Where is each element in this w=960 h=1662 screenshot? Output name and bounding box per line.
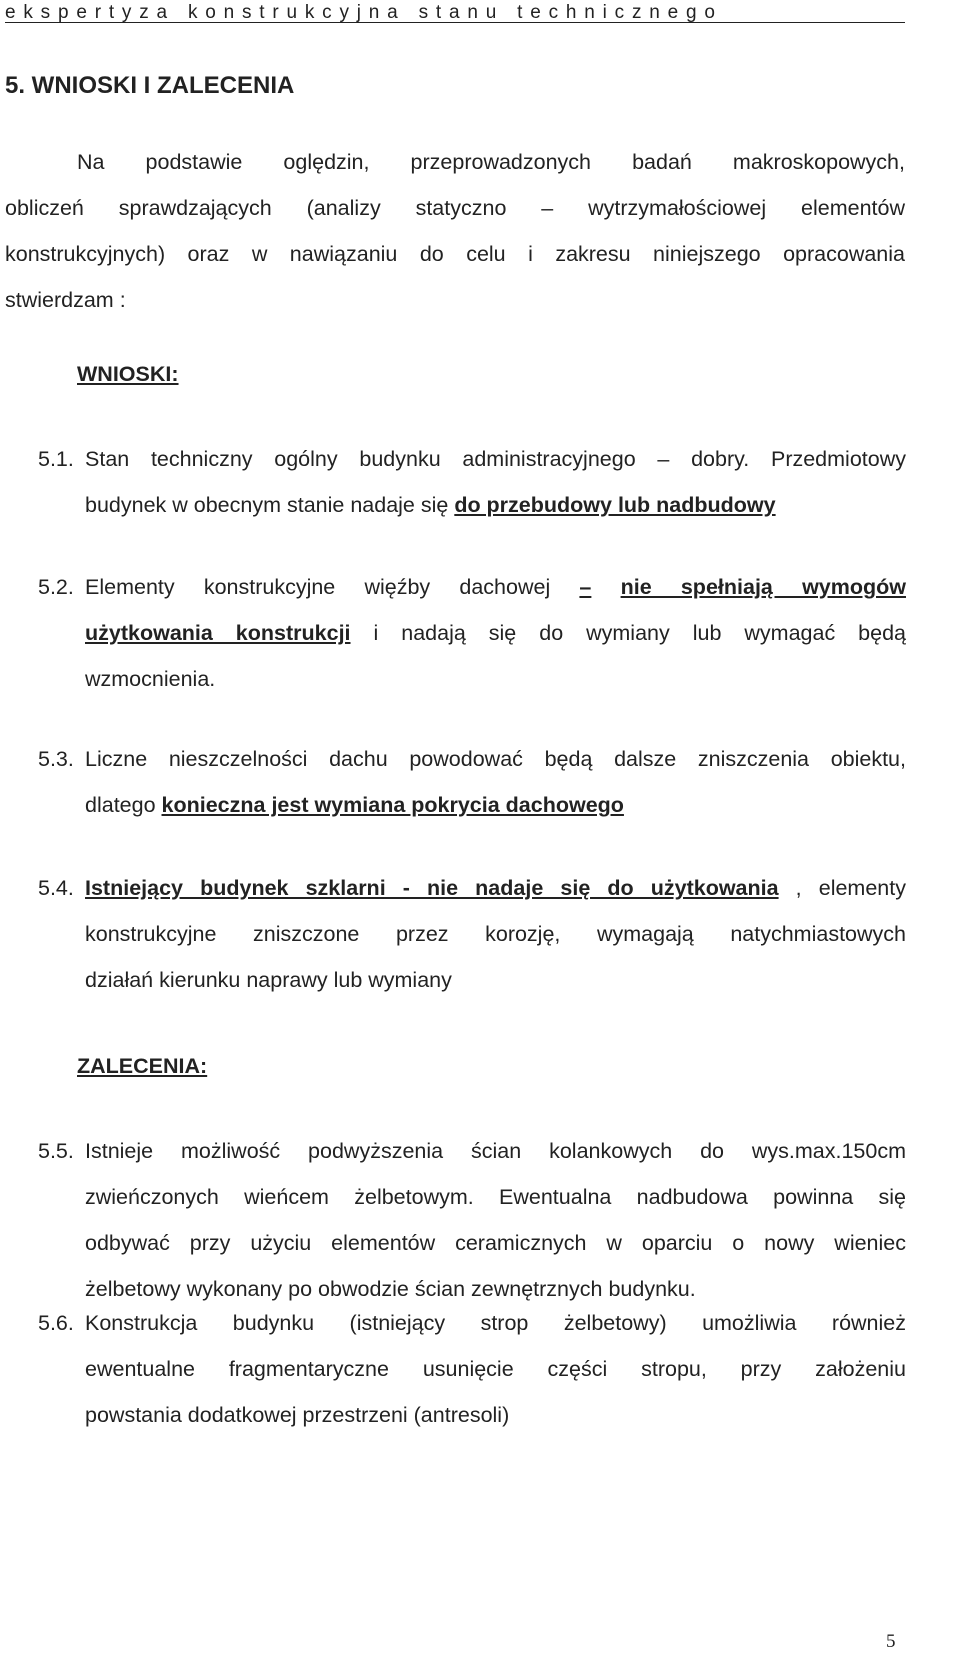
header-text: ekspertyza konstrukcyjna stanu technicznego [5, 2, 723, 23]
item-number: 5.5. [38, 1139, 74, 1163]
wnioski-heading: WNIOSKI: [77, 362, 179, 386]
item-line [85, 617, 906, 663]
item-line [85, 872, 906, 918]
text-run: dlatego [85, 793, 162, 817]
item-text [85, 571, 906, 709]
list-item [38, 571, 906, 709]
item-number: 5.3. [38, 747, 74, 771]
text-run: Istnieje możliwość podwyższenia ścian kolankowych do wys.max.150cm [85, 1139, 906, 1163]
text-run: Konstrukcja budynku (istniejący strop żelbetowy) umożliwia również [85, 1311, 906, 1335]
emphasis-text: do przebudowy lub nadbudowy [454, 493, 776, 517]
page-number: 5 [886, 1631, 896, 1652]
text-run: budynek w obecnym stanie nadaje się [85, 493, 455, 517]
item-line [85, 918, 906, 964]
zalecenia-heading: ZALECENIA: [77, 1054, 208, 1078]
intro-paragraph [5, 146, 905, 330]
item-text [85, 743, 906, 835]
emphasis-text: konieczna jest wymiana pokrycia dachowego [161, 793, 624, 817]
text-run: zwieńczonych wieńcem żelbetowym. Ewentualna nadbudowa powinna się [85, 1185, 906, 1209]
section-title: 5. WNIOSKI I ZALECENIA [5, 72, 295, 99]
list-item [38, 872, 906, 1010]
emphasis-text: użytkowania konstrukcji [85, 621, 351, 645]
emphasis-text: nie spełniają wymogów [620, 575, 906, 599]
text-run: i nadają się do wymiany lub wymagać będą [350, 621, 906, 645]
text-run: odbywać przy użyciu elementów ceramicznych w oparciu o nowy wieniec [85, 1231, 906, 1255]
item-line [85, 663, 906, 709]
list-item [38, 743, 906, 835]
list-item [38, 443, 906, 535]
text-run: Stan techniczny ogólny budynku administracyjnego – dobry. Przedmiotowy [85, 447, 906, 471]
item-line [85, 743, 906, 789]
text-run: konstrukcyjne zniszczone przez korozję, wymagają natychmiastowych [85, 922, 906, 946]
text-run: Elementy konstrukcyjne więźby dachowej [85, 575, 580, 599]
item-line [85, 1135, 906, 1181]
item-text [85, 1135, 906, 1319]
item-line [85, 1227, 906, 1273]
text-run: powstania dodatkowej przestrzeni (antresoli) [85, 1403, 510, 1427]
item-line [85, 443, 906, 489]
text-run: , elementy [778, 876, 906, 900]
emphasis-text: Istniejący budynek szklarni - nie nadaje się do użytkowania [85, 876, 779, 900]
item-number: 5.2. [38, 575, 74, 599]
intro-line: konstrukcyjnych) oraz w nawiązaniu do celu i zakresu niniejszego opracowania [5, 242, 905, 266]
text-run: Liczne nieszczelności dachu powodować będą dalsze zniszczenia obiektu, [85, 747, 906, 771]
item-text [85, 443, 906, 535]
text-run: wzmocnienia. [85, 667, 216, 691]
item-text [85, 1307, 906, 1445]
intro-line: obliczeń sprawdzających (analizy statyczno – wytrzymałościowej elementów [5, 196, 905, 220]
item-number: 5.1. [38, 447, 74, 471]
emphasis-text: – [579, 575, 592, 599]
text-run: ewentualne fragmentaryczne usunięcie części stropu, przy założeniu [85, 1357, 906, 1381]
list-item [38, 1307, 906, 1445]
list-item [38, 1135, 906, 1319]
item-text [85, 872, 906, 1010]
item-line [85, 789, 906, 835]
text-run: działań kierunku naprawy lub wymiany [85, 968, 452, 992]
running-header [5, 0, 905, 23]
item-number: 5.4. [38, 876, 74, 900]
item-line [85, 1399, 906, 1445]
intro-line: stwierdzam : [5, 288, 126, 312]
item-number: 5.6. [38, 1311, 74, 1335]
item-line [85, 571, 906, 617]
item-line [85, 1353, 906, 1399]
text-run: żelbetowy wykonany po obwodzie ścian zewnętrznych budynku. [85, 1277, 696, 1301]
intro-line: Na podstawie oględzin, przeprowadzonych badań makroskopowych, [77, 150, 905, 174]
item-line [85, 1181, 906, 1227]
text-run [591, 575, 620, 599]
item-line [85, 964, 906, 1010]
item-line [85, 489, 906, 535]
item-line [85, 1307, 906, 1353]
